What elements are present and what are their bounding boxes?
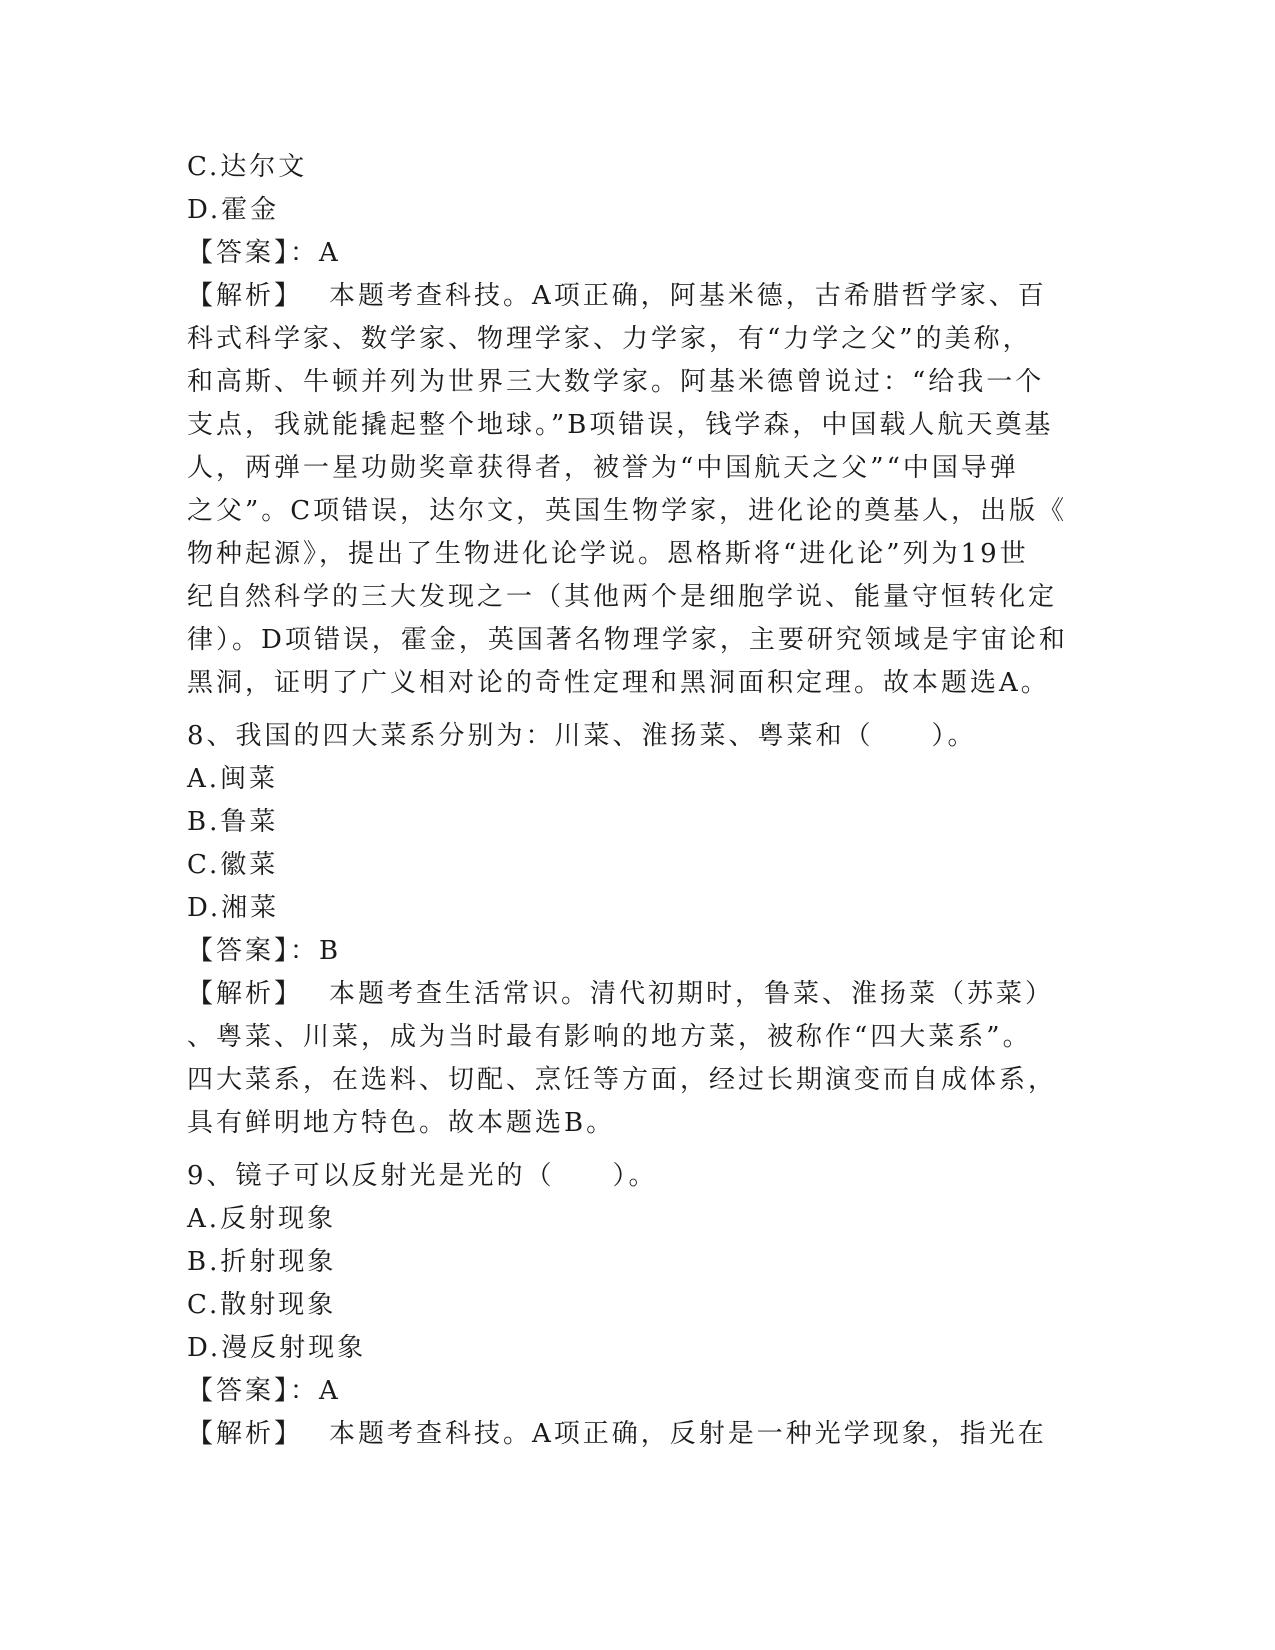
analysis-line: 之父”。C项错误，达尔文，英国生物学家，进化论的奠基人，出版《 (187, 496, 1068, 526)
analysis-line: 具有鲜明地方特色。故本题选B。 (187, 1108, 616, 1138)
answer-line: 【答案】：B (187, 936, 342, 966)
option-d: D.霍金 (187, 195, 280, 225)
question-9-block (187, 1155, 1087, 1456)
analysis-label: 【解析】 (187, 979, 304, 1009)
analysis-line: 人，两弹一星功勋奖章获得者，被誉为“中国航天之父”“中国导弹 (187, 453, 1019, 483)
analysis-line: 本题考查科技。A项正确，阿基米德，古希腊哲学家、百 (329, 281, 1047, 311)
option-a: A.闽菜 (187, 764, 279, 794)
analysis-line: 科式科学家、数学家、物理学家、力学家，有“力学之父”的美称， (187, 324, 1032, 354)
analysis-paragraph (187, 1413, 1087, 1456)
option-c: C.散射现象 (187, 1290, 337, 1320)
analysis-line: 纪自然科学的三大发现之一（其他两个是细胞学说、能量守恒转化定 (187, 582, 1058, 612)
analysis-line: 和高斯、牛顿并列为世界三大数学家。阿基米德曾说过：“给我一个 (187, 367, 1045, 397)
document-page (187, 146, 1087, 1456)
analysis-line: 律）。D项错误，霍金，英国著名物理学家，主要研究领域是宇宙论和 (187, 625, 1068, 655)
option-c: C.徽菜 (187, 850, 279, 880)
analysis-line: 支点，我就能撬起整个地球。”B项错误，钱学森，中国载人航天奠基 (187, 410, 1054, 440)
analysis-line: 、粤菜、川菜，成为当时最有影响的地方菜，被称作“四大菜系”。 (187, 1022, 1032, 1052)
question-text: 8、我国的四大菜系分别为：川菜、淮扬菜、粤菜和（ ）。 (187, 721, 977, 751)
question-8-block (187, 715, 1087, 1145)
option-d: D.漫反射现象 (187, 1333, 367, 1363)
answer-line: 【答案】：A (187, 1376, 341, 1406)
option-c: C.达尔文 (187, 152, 308, 182)
option-b: B.鲁菜 (187, 807, 279, 837)
analysis-line: 黑洞，证明了广义相对论的奇性定理和黑洞面积定理。故本题选A。 (187, 668, 1050, 698)
question-text: 9、镜子可以反射光是光的（ ）。 (187, 1161, 658, 1191)
answer-line: 【答案】：A (187, 238, 341, 268)
analysis-paragraph (187, 973, 1087, 1145)
analysis-label: 【解析】 (187, 281, 304, 311)
option-b: B.折射现象 (187, 1247, 337, 1277)
analysis-line: 本题考查科技。A项正确，反射是一种光学现象，指光在 (329, 1419, 1047, 1449)
question-7-block (187, 146, 1087, 705)
option-d: D.湘菜 (187, 893, 280, 923)
analysis-line: 本题考查生活常识。清代初期时，鲁菜、淮扬菜（苏菜） (329, 979, 1055, 1009)
analysis-line: 物种起源》，提出了生物进化论学说。恩格斯将“进化论”列为19世 (187, 539, 1029, 569)
analysis-line: 四大菜系，在选料、切配、烹饪等方面，经过长期演变而自成体系， (187, 1065, 1058, 1095)
analysis-paragraph (187, 275, 1087, 705)
option-a: A.反射现象 (187, 1204, 337, 1234)
analysis-label: 【解析】 (187, 1419, 304, 1449)
